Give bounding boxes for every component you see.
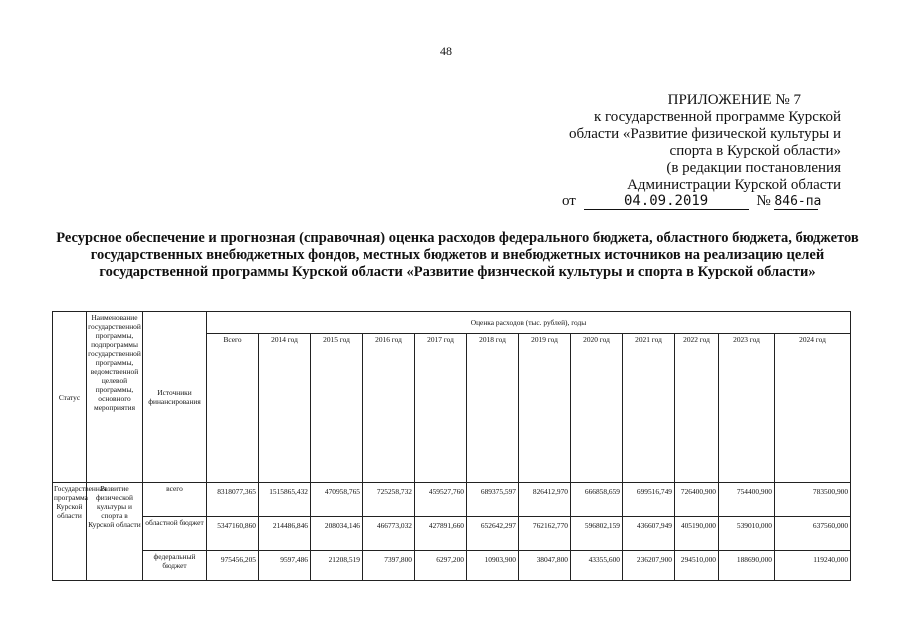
- value-cell: 652642,297: [467, 517, 519, 551]
- table-row: [53, 551, 851, 581]
- appendix-line: спорта в Курской области»: [669, 143, 841, 159]
- appendix-line: Администрации Курской области: [627, 177, 841, 193]
- value-cell: 699516,749: [623, 483, 675, 517]
- appendix-block: [541, 92, 841, 194]
- value-cell: 539010,000: [719, 517, 775, 551]
- value-cell: 436607,949: [623, 517, 675, 551]
- header-status: Статус: [53, 312, 87, 483]
- value-cell: 783500,900: [775, 483, 851, 517]
- status-cell: Государственная программа Курской области: [53, 483, 87, 581]
- header-year: 2020 год: [571, 334, 623, 483]
- value-cell: 725258,732: [363, 483, 415, 517]
- header-estimate: Оценка расходов (тыс. рублей), годы: [207, 312, 851, 334]
- document-title: Ресурсное обеспечение и прогнозная (справочная) оценка расходов федерального бюджета, областного бюджета, бюджетов государственных внебюджетных фондов, местных бюджетов и внебюджетных источников на реализацию целей государственной программы Курской области «Развитие физнческой культуры и спорта в Курской области»: [56, 230, 859, 280]
- program-name-cell: Развитие физической культуры и спорта в Курской области: [87, 483, 143, 581]
- value-cell: 38047,800: [519, 551, 571, 581]
- header-year: 2022 год: [675, 334, 719, 483]
- page-number: 48: [440, 44, 452, 58]
- value-cell: 214486,846: [259, 517, 311, 551]
- header-year: 2014 год: [259, 334, 311, 483]
- value-cell: 43355,600: [571, 551, 623, 581]
- header-year: 2016 год: [363, 334, 415, 483]
- value-cell: 208034,146: [311, 517, 363, 551]
- header-year: 2017 год: [415, 334, 467, 483]
- value-cell: 294510,000: [675, 551, 719, 581]
- value-cell: 975456,205: [207, 551, 259, 581]
- value-cell: 119240,000: [775, 551, 851, 581]
- value-cell: 236207,900: [623, 551, 675, 581]
- value-cell: 466773,032: [363, 517, 415, 551]
- header-year: 2024 год: [775, 334, 851, 483]
- appendix-line: области «Развитие физической культуры и: [568, 126, 841, 142]
- appendix-heading: ПРИЛОЖЕНИЕ № 7: [667, 92, 801, 108]
- header-name: Наименование государственной программы, подпрограммы государственной программы, ведомственной целевой программы, основного мероприятия: [87, 312, 143, 483]
- value-cell: 470958,765: [311, 483, 363, 517]
- source-cell: федеральный бюджет: [143, 551, 207, 581]
- value-cell: 726400,900: [675, 483, 719, 517]
- value-cell: 637560,000: [775, 517, 851, 551]
- header-year: 2019 год: [519, 334, 571, 483]
- source-cell: областной бюджет: [143, 517, 207, 551]
- table-header-row: [53, 312, 851, 334]
- header-year: 2015 год: [311, 334, 363, 483]
- header-year: 2021 год: [623, 334, 675, 483]
- resolution-reference: [562, 193, 822, 210]
- value-cell: 9597,486: [259, 551, 311, 581]
- header-year: 2023 год: [719, 334, 775, 483]
- value-cell: 7397,800: [363, 551, 415, 581]
- source-cell: всего: [143, 483, 207, 517]
- value-cell: 5347160,860: [207, 517, 259, 551]
- value-cell: 1515865,432: [259, 483, 311, 517]
- value-cell: 689375,597: [467, 483, 519, 517]
- number-label: №: [756, 193, 771, 209]
- value-cell: 596802,159: [571, 517, 623, 551]
- value-cell: 427891,660: [415, 517, 467, 551]
- value-cell: 762162,770: [519, 517, 571, 551]
- value-cell: 826412,970: [519, 483, 571, 517]
- header-year: 2018 год: [467, 334, 519, 483]
- value-cell: 8318077,365: [207, 483, 259, 517]
- resolution-number: 846-па: [774, 194, 822, 209]
- value-cell: 188690,000: [719, 551, 775, 581]
- header-source: Источники финансирования: [143, 312, 207, 483]
- table-row: [53, 483, 851, 517]
- resolution-date: 04.09.2019: [584, 193, 749, 210]
- from-label: от: [562, 193, 576, 209]
- value-cell: 754400,900: [719, 483, 775, 517]
- value-cell: 10903,900: [467, 551, 519, 581]
- table-row: [53, 517, 851, 551]
- header-year: Всего: [207, 334, 259, 483]
- funding-table: [52, 311, 851, 581]
- value-cell: 405190,000: [675, 517, 719, 551]
- value-cell: 6297,200: [415, 551, 467, 581]
- appendix-line: к государственной программе Курской: [593, 109, 841, 125]
- value-cell: 459527,760: [415, 483, 467, 517]
- appendix-line: (в редакции постановления: [666, 160, 841, 176]
- value-cell: 21208,519: [311, 551, 363, 581]
- value-cell: 666858,659: [571, 483, 623, 517]
